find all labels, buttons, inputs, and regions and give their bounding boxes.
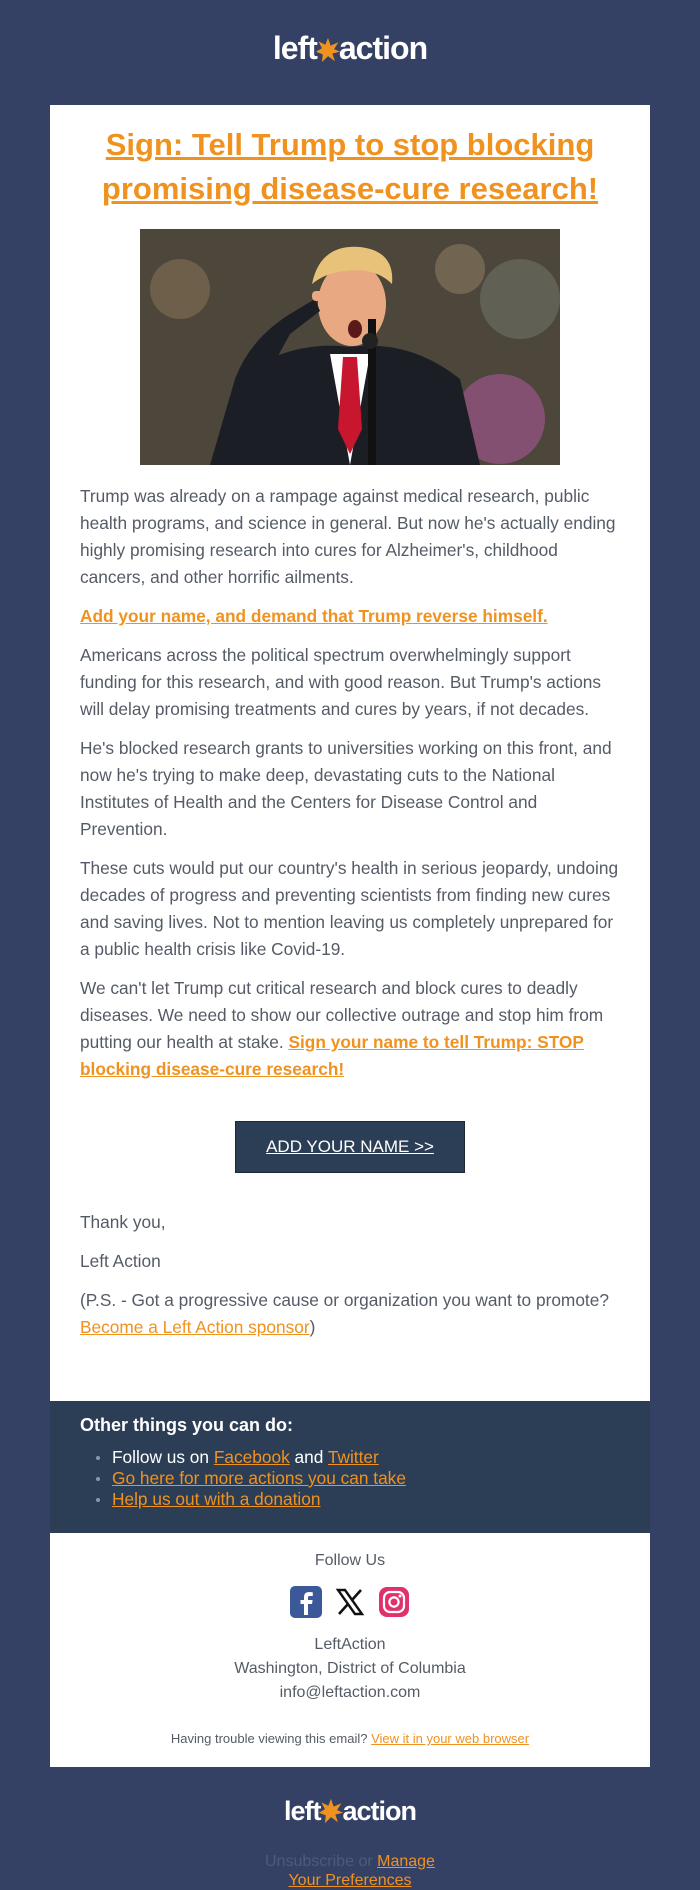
logo-burst-icon — [315, 37, 341, 63]
ps-paragraph — [80, 1287, 620, 1341]
leftaction-logo-top[interactable] — [0, 30, 700, 67]
photo-illustration — [140, 229, 560, 465]
logo-left-text: left — [272, 30, 317, 66]
body-paragraph-5 — [80, 975, 620, 1083]
add-name-link[interactable]: Add your name, and demand that Trump reverse himself. — [80, 606, 548, 626]
signature-name: Left Action — [80, 1251, 161, 1271]
logo-right-text: action — [338, 30, 428, 66]
unsubscribe-link[interactable]: Unsubscribe — [265, 1853, 354, 1870]
become-sponsor-link[interactable]: Become a Left Action sponsor — [80, 1317, 310, 1337]
follow-prefix: Follow us on — [112, 1447, 210, 1467]
unsubscribe-line — [0, 1852, 700, 1871]
cta-paragraph-1 — [80, 603, 620, 630]
logo-right-text: action — [342, 1796, 416, 1826]
facebook-icon[interactable] — [289, 1585, 323, 1619]
main-content — [50, 105, 650, 1401]
thank-you-text: Thank you, — [80, 1212, 166, 1232]
donation-link[interactable]: Help us out with a donation — [112, 1489, 321, 1509]
follow-us-label: Follow Us — [314, 1552, 386, 1569]
x-icon[interactable] — [333, 1585, 367, 1619]
email-card — [50, 105, 650, 1767]
list-item — [112, 1468, 620, 1489]
other-actions-title: Other things you can do: — [80, 1415, 294, 1435]
body-paragraph-3: He's blocked research grants to universities working on this front, and now he's trying to make deep, devastating cuts to the National Institutes of Health and the Centers for Disease Control and Prevention. — [80, 738, 612, 839]
sign-name-link[interactable]: Sign your name to tell Trump: STOP blocking disease-cure research! — [80, 1032, 584, 1079]
manage-link[interactable]: Manage — [377, 1853, 435, 1870]
headline-link[interactable]: Sign: Tell Trump to stop blocking promising disease-cure research! — [101, 127, 599, 206]
twitter-link[interactable]: Twitter — [327, 1447, 379, 1467]
body-paragraph-2: Americans across the political spectrum overwhelmingly support funding for this research, and with good reason. But Trump's actions will delay promising treatments and cures by years, if not decades. — [80, 645, 602, 719]
body-paragraph-4: These cuts would put our country's health in serious jeopardy, undoing decades of progress and preventing scientists from finding new cures and saving lives. Not to mention leaving us completely unprepared for a public health crisis like Covid-19. — [80, 858, 619, 959]
body-paragraph-1: Trump was already on a rampage against medical research, public health programs, and science in general. But now he's actually ending highly promising research into cures for Alzheimer's, childhood cancers, and other horrific ailments. — [80, 486, 616, 587]
org-email[interactable]: info@leftaction.com — [279, 1684, 421, 1701]
list-item — [112, 1489, 620, 1510]
trouble-text: Having trouble viewing this email? — [170, 1731, 368, 1746]
ps-prefix: (P.S. - Got a progressive cause or organization you want to promote? — [80, 1290, 609, 1310]
view-in-browser-link[interactable]: View it in your web browser — [371, 1731, 530, 1746]
trouble-viewing — [50, 1731, 650, 1746]
or-text: or — [358, 1853, 373, 1870]
org-location: Washington, District of Columbia — [234, 1660, 466, 1677]
unsubscribe-block — [0, 1852, 700, 1890]
org-name: LeftAction — [314, 1636, 386, 1653]
speaker-photo-icon[interactable] — [140, 229, 560, 465]
facebook-link[interactable]: Facebook — [213, 1447, 290, 1467]
and-text: and — [294, 1447, 324, 1467]
ps-suffix: ) — [309, 1317, 316, 1337]
button-row — [80, 1095, 620, 1209]
add-your-name-button[interactable]: ADD YOUR NAME >> — [235, 1121, 465, 1173]
logo-burst-icon — [318, 1798, 344, 1824]
list-item — [112, 1447, 620, 1468]
preferences-line — [0, 1871, 700, 1890]
email-footer — [50, 1533, 650, 1767]
more-actions-link[interactable]: Go here for more actions you can take — [112, 1468, 406, 1488]
body-paragraph-5-text: We can't let Trump cut critical research and block cures to deadly diseases. We need to show our collective outrage and stop him from putting our health at stake. — [80, 978, 604, 1052]
logo-left-text: left — [283, 1796, 321, 1826]
preferences-link[interactable]: Your Preferences — [288, 1872, 412, 1889]
other-actions-panel — [50, 1401, 650, 1533]
other-actions-list — [80, 1447, 620, 1510]
social-icons — [50, 1585, 650, 1621]
instagram-icon[interactable] — [377, 1585, 411, 1619]
leftaction-logo-bottom[interactable] — [0, 1796, 700, 1827]
